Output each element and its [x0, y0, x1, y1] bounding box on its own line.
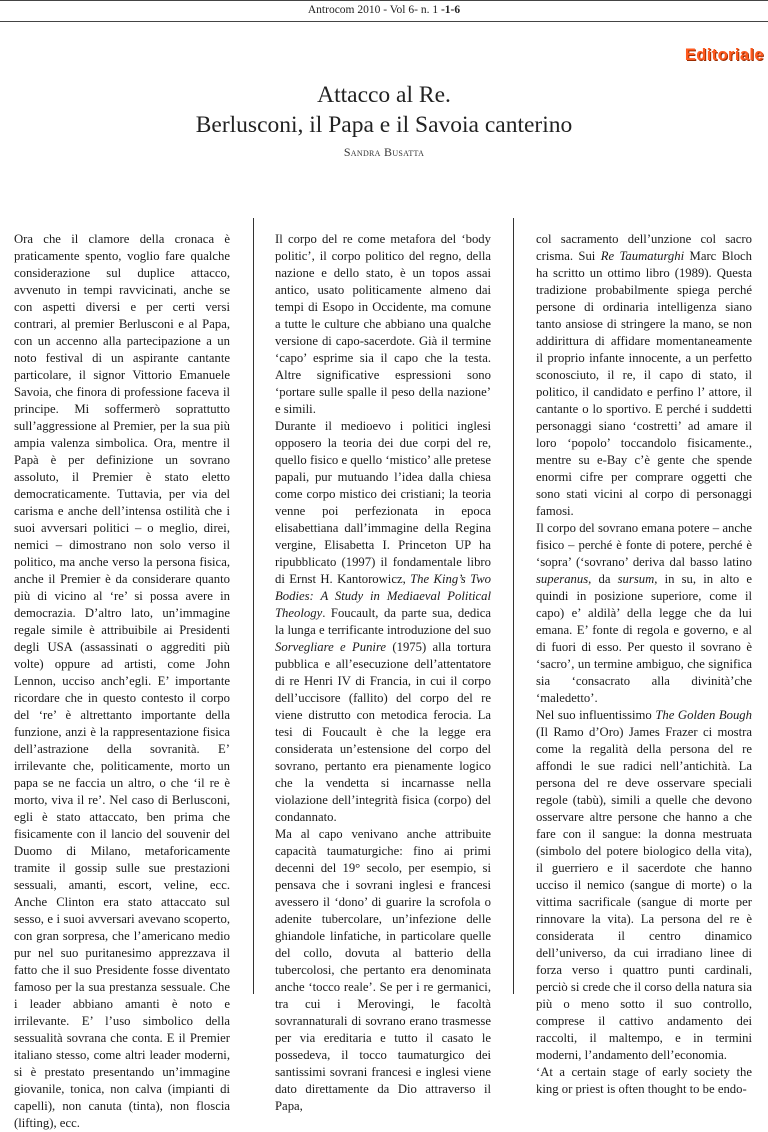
section-label: Editoriale	[684, 46, 764, 64]
article-title	[0, 80, 768, 140]
text-column-1	[14, 231, 230, 1132]
book-title: The King’s Two Bodies: A Study in Mediaeval Political Theology	[275, 572, 491, 620]
running-head-pages: -1-6	[440, 4, 461, 16]
book-title: Re Taumaturghi	[600, 249, 685, 263]
title-line-1: Attacco al Re.	[317, 82, 451, 108]
text-column-2	[275, 231, 491, 1115]
paragraph: Il corpo del sovrano emana potere – anche fisico – perché è fonte di potere, perché è ‘sopra’ (‘sovrano’ deriva dal basso latino superanus, da sursum, in su, in alto e quindi in posizione superiore, come il capo) e’ aldilà’ della legge che da lui emana. E’ fonte di regola e governo, e al di fuori di esso. Per questo il sovrano è ‘sacro’, un termine ambiguo, che significa sia ‘consacrato alla divinità’che ‘maledetto’.	[536, 521, 752, 705]
column-divider-1	[253, 218, 254, 994]
paragraph: ‘At a certain stage of early society the king or priest is often thought to be endo-	[536, 1065, 752, 1096]
paragraph: col sacramento dell’unzione col sacro crisma. Sui Re Taumaturghi Marc Bloch ha scritto un ottimo libro (1989). Questa tradizione probabilmente spiega perché persone di ordinaria intelligenza siano tanto ansiose di stringere la mano, se non addirittura di affidare momentaneamente il proprio infante innocente, a un perfetto sconosciuto, il re, il capo di stato, il politico, il candidato e perfino l’ attore, il cantante o lo sportivo. E perché i suddetti personaggi siano ‘costretti’ ad amare il loro ‘popolo’ toccandolo fisicamente., mentre su e-Bay c’è gente che spende enormi cifre per comprare oggetti che sono stati vicini al corpo di personaggi famosi.	[536, 232, 753, 518]
running-head	[0, 4, 768, 16]
paragraph: Ora che il clamore della cronaca è praticamente spento, voglio fare qualche considerazione sul duplice attacco, avvenuto in tempi ravvicinati, anche se con aspetti diversi e per certi versi contrari, al premier Berlusconi e al Papa, con un accenno alla partecipazione a un noto festival di un aspirante cantante particolare, il signor Vittorio Emanuele Savoia, che finora di professione faceva il principe. Mi soffermerò soprattutto sull’aggressione al Premier, per la sua più ampia valenza simbolica. Ora, mentre il Papà è per definizione un sovrano assoluto, il Premier è stato eletto democraticamente. Tuttavia, per via del carisma e anche dell’intensa ostilità che i suoi avversari politici – o meglio, direi, nemici – dimostrano non solo verso il politico, ma anche verso la persona fisica, anche il Premier è da considerare quanto più di vicino al ‘re’ si possa avere in democrazia. D’altro lato, un’immagine regale simile è attribuibile ai Presidenti degli USA (assassinati o aggrediti più volte) oppure ad artisti, come John Lennon, ucciso anch’egli. E’ importante ricordare che in questo contesto il corpo del ‘re’ è altrettanto importante della funzione, anzi è la rappresentazione fisica dell’astrazione della sovranità. E’ irrilevante che, politicamente, morto un papa se ne faccia un altro, o che ‘il re è morto, viva il re’. Nel caso di Berlusconi, egli è stato attaccato, ben prima che fisicamente con il lancio del souvenir del Duomo di Milano, metaforicamente tramite il gossip sulle sue prestazioni sessuali, amanti, escort, veline, ecc. Anche Clinton era stato attaccato sul sesso, e i suoi avversari avevano scoperto, con gran sorpresa, che l’americano medio pur nel suo puritanesimo apprezzava il fatto che il suo Presidente fosse diventato famoso per la sua prestanza sessuale. Che i leader abbiano amanti è noto e irrilevante. E’ l’uso simbolico della sessualità sovrana che conta. E il Premier italiano stesso, come altri leader moderni, si è prestato presentando un’immagine giovanile, tonica, non calva (impianti di capelli), non canuta (tinta), non floscia (lifting), ecc.	[14, 232, 230, 1130]
paragraph: Nel suo influentissimo The Golden Bough (Il Ramo d’Oro) James Frazer ci mostra come la regalità della persona del re affondi le sue radici nell’antichità. La persona del re deve osservare speciali regole (tabù), simili a quelle che devono osservare altre persone che hanno a che fare con il sangue: la donna mestruata (simbolo del potere biologico della vita), il guerriero e il sacerdote che hanno ucciso il nemico (sangue di morte) o la vittima sacrificale (sangue di morte per rinnovare la vita). La persona del re è considerata il centro dinamico dell’universo, da cui irradiano linee di forza verso i quattro punti cardinali, perciò si crede che il corso della natura sia più o meno sotto il suo controllo, comprese il cattivo andamento dei raccolti, il maltempo, e in termini moderni, l’andamento dell’economia.	[536, 708, 752, 1062]
book-title: Sorvegliare e Punire	[275, 640, 387, 654]
paragraph: Ma al capo venivano anche attribuite capacità taumaturgiche: fino ai primi decenni del 19° secolo, per esempio, si pensava che i sovrani inglesi e francesi avessero il ‘dono’ di guarire la scrofola o adenite tubercolare, un’infezione delle ghiandole linfatiche, in particolare quelle del collo, dovuta al batterio della tubercolosi, che pertanto era denominata anche ‘tocco reale’. Se per i re germanici, tra cui i Merovingi, le facoltà sovrannaturali di sovrano erano trasmesse per via ereditaria e tutto il casato le possedeva, il tocco taumaturgico dei santissimi sovrani francesi e inglesi viene dato direttamente da Dio attraverso il Papa,	[275, 827, 491, 1113]
running-head-journal: Antrocom 2010 - Vol 6- n. 1	[307, 4, 441, 16]
book-title: The Golden Bough	[655, 708, 752, 722]
paragraph: Il corpo del re come metafora del ‘body politic’, il corpo politico del regno, della nazione e dello stato, è un topos assai antico, usato politicamente almeno dai tempi di Esopo in Occidente, ma comune a tutte le culture che abbiano una qualche versione di capo-sacerdote. Già il termine ‘capo’ esprime sia il capo che la testa. Altre significative espressioni sono ‘portare sulle spalle il peso della nazione’ e simili.	[275, 232, 491, 416]
header-bottom-rule	[0, 21, 768, 22]
text-column-3	[536, 231, 752, 1098]
header-top-rule	[0, 0, 768, 1]
paragraph: Durante il medioevo i politici inglesi opposero la teoria dei due corpi del re, quello fisico e quello ‘mistico’ alle pretese papali, pur mutuando l’idea dalla chiesa come corpo mistico dei cristiani; la teoria venne poi perfezionata in epoca elisabettiana dall’immagine della Regina vergine, Elisabetta I. Princeton UP ha ripubblicato (1997) il fondamentale libro di Ernst H. Kantorowicz, The King’s Two Bodies: A Study in Mediaeval Political Theology. Foucault, da parte sua, dedica la lunga e terrificante introduzione del suo Sorvegliare e Punire (1975) alla tortura pubblica e all’esecuzione dell’attentatore di re Henri IV di Francia, in cui il corpo dell’uccisore (fallito) del corpo del re viene distrutto con metodica ferocia. La tesi di Foucault è che la legge era considerata un’estensione del corpo del sovrano, pertanto era pienamente logico che la vendetta si incarnasse nella violazione dell’integrità fisica (corpo) del condannato.	[275, 419, 491, 824]
latin-term: sursum	[617, 572, 655, 586]
latin-term: superanus	[536, 572, 589, 586]
title-line-2: Berlusconi, il Papa e il Savoia canterino	[195, 112, 573, 138]
column-divider-2	[513, 218, 514, 994]
author-name: Sandra Busatta	[343, 145, 425, 159]
